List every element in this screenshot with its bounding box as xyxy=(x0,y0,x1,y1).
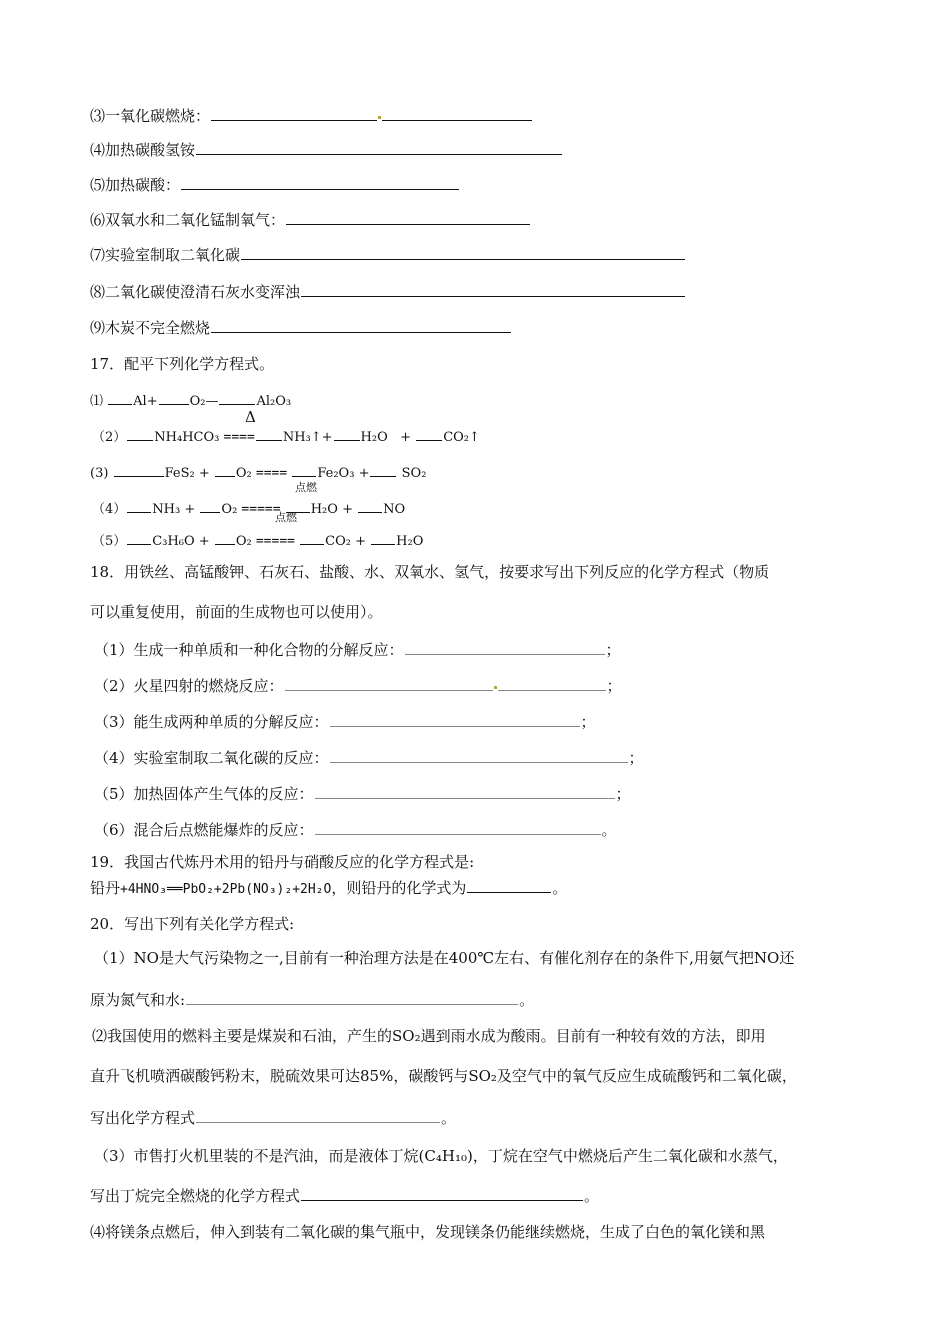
punctuation: 。 xyxy=(441,1109,457,1127)
coef-blank[interactable] xyxy=(292,462,316,477)
q18-item-5 xyxy=(94,784,631,804)
product: Al₂O₃ xyxy=(256,394,292,409)
heat-condition: Δ xyxy=(245,408,256,426)
q16-item-5 xyxy=(90,175,460,195)
punctuation: ； xyxy=(615,785,631,803)
plus-sign: + xyxy=(198,466,210,481)
q17-title: 17．配平下列化学方程式。 xyxy=(90,355,275,373)
q16-item-3-label: ⑶一氧化碳燃烧： xyxy=(90,107,211,125)
coef-blank[interactable] xyxy=(127,498,151,513)
q16-item-7-label: ⑺实验室制取二氧化碳 xyxy=(90,246,241,264)
punctuation: ； xyxy=(605,641,621,659)
q16-item-7 xyxy=(90,245,686,265)
q18-title-line1: 18．用铁丝、高锰酸钾、石灰石、盐酸、水、双氧水、氢气，按要求写出下列反应的化学方程式（物质 xyxy=(90,563,770,581)
plus-sign: + xyxy=(184,502,196,517)
q20-p1-text: 原为氮气和水: xyxy=(90,991,186,1009)
coef-blank[interactable] xyxy=(215,462,235,477)
q18-item-6 xyxy=(94,820,617,840)
answer-blank[interactable] xyxy=(241,245,685,260)
reactant: Al+ xyxy=(133,394,158,409)
eq-number: （5） xyxy=(92,534,127,549)
q16-item-3 xyxy=(90,106,533,126)
q20-p1-line2 xyxy=(90,990,534,1010)
q18-item-label: （1）生成一种单质和一种化合物的分解反应： xyxy=(94,641,404,659)
q19-suffix: ，则铅丹的化学式为 xyxy=(331,879,467,897)
plus-sign: + xyxy=(342,502,353,517)
coef-blank[interactable] xyxy=(127,426,153,441)
punctuation: 。 xyxy=(601,821,617,839)
product: H₂O xyxy=(396,534,424,549)
q18-item-1 xyxy=(94,640,621,660)
answer-blank[interactable] xyxy=(186,990,518,1005)
product: H₂O xyxy=(310,502,338,517)
eq-number: ⑴ xyxy=(90,394,104,409)
reactant: O₂ xyxy=(235,466,252,481)
q20-p2-line1: ⑵我国使用的燃料主要是煤炭和石油，产生的SO₂遇到雨水成为酸雨。目前有一种较有效的方法，即用 xyxy=(92,1027,766,1045)
q20-p4-line1: ⑷将镁条点燃后，伸入到装有二氧化碳的集气瓶中，发现镁条仍能继续燃烧，生成了白色的氧化镁和黑 xyxy=(90,1223,766,1241)
answer-blank[interactable] xyxy=(405,640,605,655)
reactant: C₃H₆O xyxy=(152,534,195,549)
answer-blank[interactable] xyxy=(301,282,685,297)
reactant: O₂ xyxy=(235,534,252,549)
speck xyxy=(378,116,381,119)
answer-blank[interactable] xyxy=(286,210,530,225)
plus-sign: + xyxy=(400,430,412,445)
q18-item-label: （6）混合后点燃能爆炸的反应： xyxy=(94,821,314,839)
punctuation: ； xyxy=(580,713,596,731)
reaction-arrow: ==== xyxy=(223,430,255,445)
q18-title-line2: 可以重复使用，前面的生成物也可以使用）。 xyxy=(90,603,383,621)
answer-blank[interactable] xyxy=(211,318,511,333)
q18-item-4 xyxy=(94,748,644,768)
answer-blank[interactable] xyxy=(382,106,532,121)
answer-blank[interactable] xyxy=(498,676,606,691)
product: Fe₂O₃ xyxy=(317,466,355,481)
coef-blank[interactable] xyxy=(215,530,235,545)
q16-item-4-label: ⑷加热碳酸氢铵 xyxy=(90,141,196,159)
plus-sign: + xyxy=(358,466,370,481)
q16-item-6-label: ⑹双氧水和二氧化锰制氧气： xyxy=(90,211,286,229)
coef-blank[interactable] xyxy=(200,498,220,513)
punctuation: ； xyxy=(628,749,644,767)
coef-blank[interactable] xyxy=(159,390,189,405)
q16-item-8-label: ⑻二氧化碳使澄清石灰水变浑浊 xyxy=(90,283,301,301)
reaction-arrow: ===== xyxy=(255,534,295,549)
q16-item-9-label: ⑼木炭不完全燃烧 xyxy=(90,319,211,337)
q20-p3-text: 写出丁烷完全燃烧的化学方程式 xyxy=(90,1187,301,1205)
punctuation: ； xyxy=(606,677,622,695)
ignition-condition: 点燃 xyxy=(275,511,297,524)
reaction-arrow: ===== xyxy=(241,502,281,517)
product: CO₂↑ xyxy=(443,430,480,445)
q20-p2-line2: 直升飞机喷洒碳酸钙粉末，脱硫效果可达85%，碳酸钙与SO₂及空气中的氧气反应生成硫酸钙和二氧化碳， xyxy=(90,1067,797,1085)
q19-line1: 19．我国古代炼丹术用的铅丹与硝酸反应的化学方程式是: xyxy=(90,853,475,871)
coef-blank[interactable] xyxy=(127,530,151,545)
q18-item-3 xyxy=(94,712,596,732)
plus-sign: + xyxy=(355,534,367,549)
plus-sign: + xyxy=(198,534,210,549)
q20-p2-line3 xyxy=(90,1108,456,1128)
product: CO₂ xyxy=(325,534,351,549)
q16-item-8 xyxy=(90,282,686,302)
product: SO₂ xyxy=(401,466,427,481)
answer-blank[interactable] xyxy=(330,712,580,727)
answer-blank[interactable] xyxy=(301,1186,583,1201)
coef-blank[interactable] xyxy=(108,390,132,405)
q16-item-5-label: ⑸加热碳酸： xyxy=(90,176,181,194)
punctuation: 。 xyxy=(584,1187,600,1205)
product: NH₃↑+ xyxy=(282,430,333,445)
answer-blank[interactable] xyxy=(196,140,562,155)
coef-blank[interactable] xyxy=(256,426,282,441)
reactant: NH₄HCO₃ xyxy=(154,430,220,445)
q17-eq4 xyxy=(92,498,405,518)
reactant: O₂ xyxy=(221,502,238,517)
answer-blank[interactable] xyxy=(315,820,601,835)
coef-blank[interactable] xyxy=(300,530,324,545)
punctuation: 。 xyxy=(552,879,568,897)
q16-item-4 xyxy=(90,140,563,160)
coef-blank[interactable] xyxy=(219,390,255,405)
q20-p3-line1: （3）市售打火机里装的不是汽油，而是液体丁烷(C₄H₁₀)，丁烷在空气中燃烧后产生二氧化碳和水蒸气， xyxy=(94,1147,788,1165)
q18-item-label: （2）火星四射的燃烧反应： xyxy=(94,677,284,695)
q17-eq5 xyxy=(92,530,423,550)
speck xyxy=(494,686,497,689)
reactant: NH₃ xyxy=(152,502,181,517)
q16-item-9 xyxy=(90,318,512,338)
q20-p2-text: 写出化学方程式 xyxy=(90,1109,196,1127)
coef-blank[interactable] xyxy=(334,426,360,441)
q17-eq2 xyxy=(92,426,480,446)
answer-blank[interactable] xyxy=(330,748,628,763)
eq-number: (3) xyxy=(90,466,109,481)
punctuation: 。 xyxy=(519,991,535,1009)
q17-eq1 xyxy=(90,390,291,410)
coef-blank[interactable] xyxy=(370,462,396,477)
answer-blank[interactable] xyxy=(467,878,551,893)
answer-blank[interactable] xyxy=(315,784,615,799)
q16-item-6 xyxy=(90,210,531,230)
reaction-arrow: ==== xyxy=(255,466,288,481)
q18-item-2 xyxy=(94,676,622,696)
q20-p1-line1: （1）NO是大气污染物之一,目前有一种治理方法是在400℃左右、有催化剂存在的条件下,用氨气把NO还 xyxy=(94,949,795,967)
q18-item-label: （3）能生成两种单质的分解反应： xyxy=(94,713,329,731)
product: H₂O xyxy=(360,430,388,445)
answer-blank[interactable] xyxy=(285,676,493,691)
reactant: FeS₂ xyxy=(164,466,195,481)
coef-blank[interactable] xyxy=(358,498,382,513)
eq-number: （4） xyxy=(92,502,127,517)
q19-line2 xyxy=(90,878,567,898)
answer-blank[interactable] xyxy=(196,1108,440,1123)
eq-number: （2） xyxy=(92,430,127,445)
q19-prefix: 铅丹 xyxy=(90,879,121,897)
q17-eq3 xyxy=(90,462,426,482)
product: NO xyxy=(383,502,406,517)
q20-p3-line2 xyxy=(90,1186,599,1206)
q18-item-label: （5）加热固体产生气体的反应： xyxy=(94,785,314,803)
answer-blank[interactable] xyxy=(211,106,377,121)
coef-blank[interactable] xyxy=(416,426,442,441)
answer-blank[interactable] xyxy=(181,175,459,190)
reactant: O₂— xyxy=(189,394,219,409)
coef-blank[interactable] xyxy=(371,530,395,545)
q20-title: 20．写出下列有关化学方程式: xyxy=(90,915,295,933)
ignition-condition: 点燃 xyxy=(295,481,317,494)
q18-item-label: （4）实验室制取二氧化碳的反应： xyxy=(94,749,329,767)
coef-blank[interactable] xyxy=(114,462,164,477)
q19-equation: +4HNO₃══PbO₂+2Pb(NO₃)₂+2H₂O xyxy=(120,882,332,897)
